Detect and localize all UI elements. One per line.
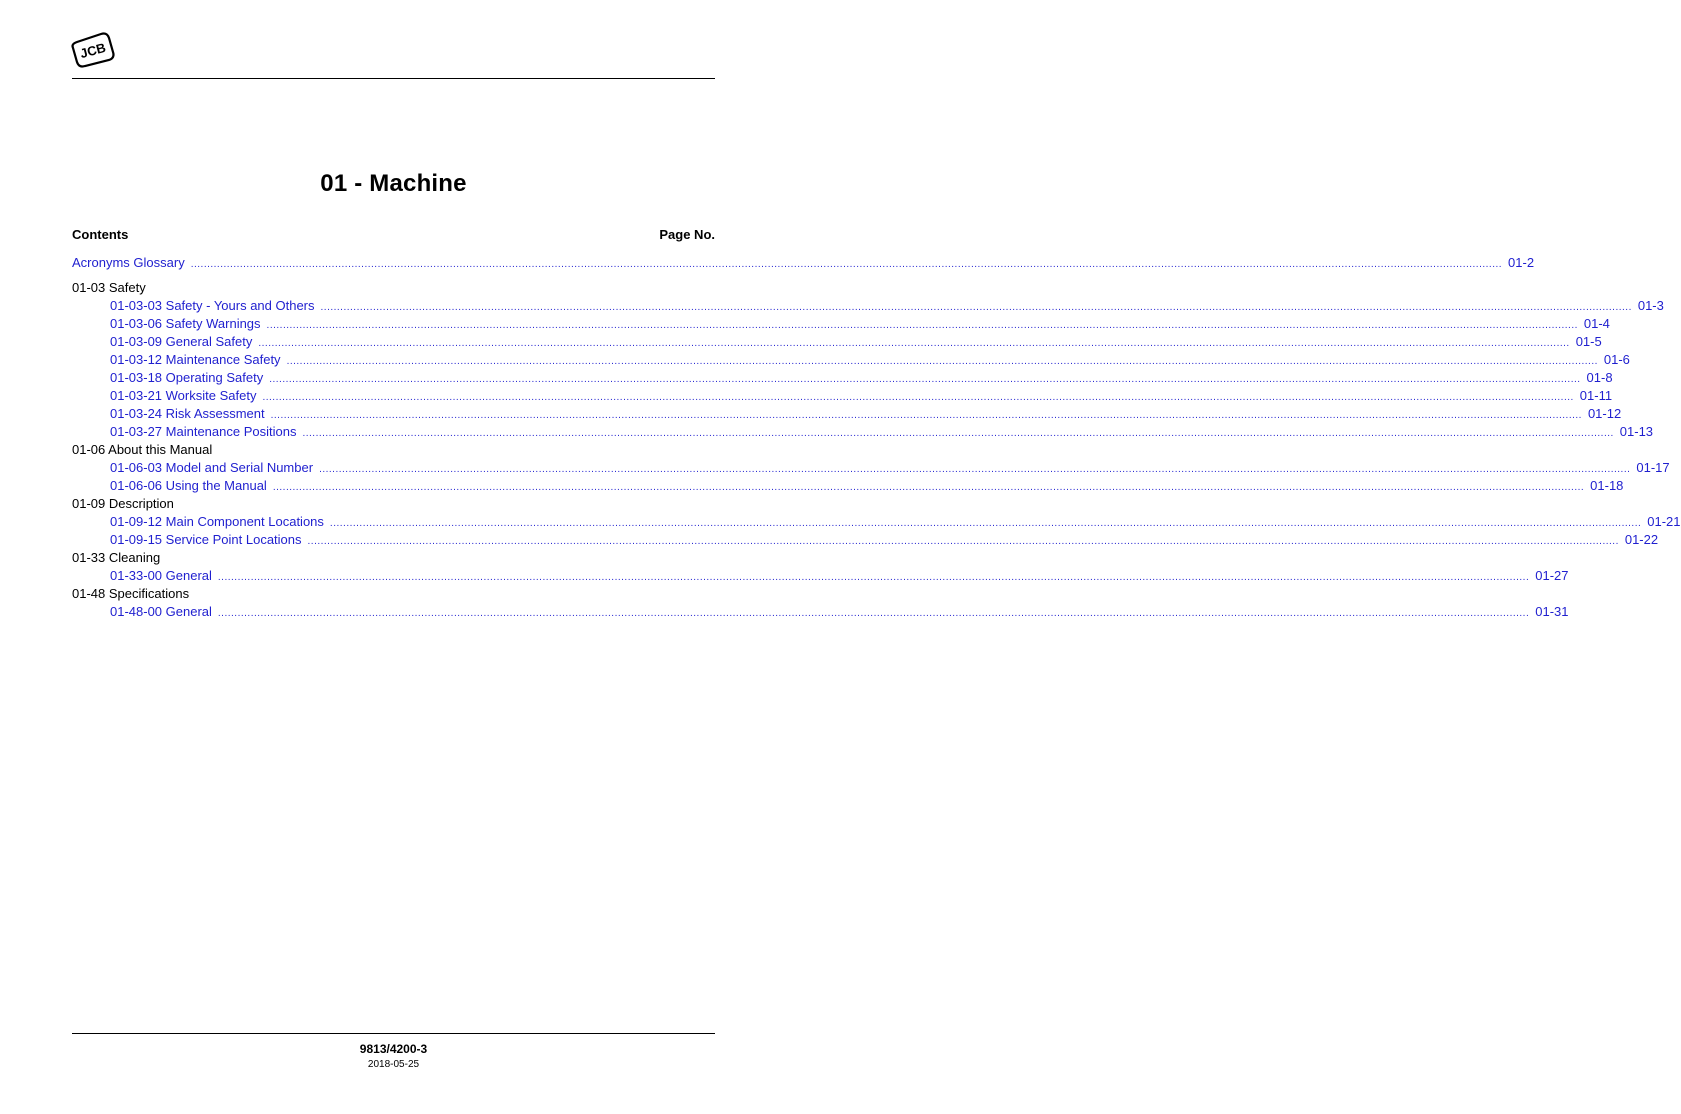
toc-entry-label: 01-33-00 General xyxy=(110,568,212,583)
page-no-label: Page No. xyxy=(659,227,715,242)
toc-entry-label: 01-03-06 Safety Warnings xyxy=(110,316,261,331)
dot-leader: ................................................................................................................................................................................................................................................................................................................................................................................................................ xyxy=(320,302,1632,313)
toc-entry-acronyms-glossary[interactable] xyxy=(72,254,1535,272)
toc-entry-label: Acronyms Glossary xyxy=(72,255,185,270)
toc-entry-label: 01-06-06 Using the Manual xyxy=(110,478,267,493)
toc-entry[interactable] xyxy=(72,297,1664,315)
toc-entry[interactable] xyxy=(72,567,1569,585)
dot-leader: ................................................................................................................................................................................................................................................................................................................................................................................................................ xyxy=(329,518,1642,529)
dot-leader: ................................................................................................................................................................................................................................................................................................................................................................................................................ xyxy=(269,374,1581,385)
toc-section-cleaning: 01-33 Cleaning xyxy=(72,550,161,565)
toc-entry[interactable] xyxy=(72,333,1602,351)
dot-leader: ................................................................................................................................................................................................................................................................................................................................................................................................................ xyxy=(307,536,1619,547)
toc-entry-page: 01-18 xyxy=(1590,478,1624,493)
dot-leader: ................................................................................................................................................................................................................................................................................................................................................................................................................ xyxy=(266,320,1578,331)
footer-rule xyxy=(72,1033,715,1034)
toc-entry[interactable] xyxy=(72,459,1670,477)
dot-leader: ................................................................................................................................................................................................................................................................................................................................................................................................................ xyxy=(270,410,1582,421)
dot-leader: ................................................................................................................................................................................................................................................................................................................................................................................................................ xyxy=(258,338,1570,349)
toc-entry-page: 01-31 xyxy=(1535,604,1569,619)
toc-entry-label: 01-03-12 Maintenance Safety xyxy=(110,352,281,367)
dot-leader: ................................................................................................................................................................................................................................................................................................................................................................................................................ xyxy=(302,428,1614,439)
dot-leader: ................................................................................................................................................................................................................................................................................................................................................................................................................ xyxy=(217,608,1530,619)
toc-entry-page: 01-2 xyxy=(1508,255,1535,270)
toc-entry-page: 01-12 xyxy=(1587,406,1622,421)
toc-entry-label: 01-03-27 Maintenance Positions xyxy=(110,424,297,439)
toc-entry-page: 01-5 xyxy=(1575,334,1602,349)
toc-entry-page: 01-27 xyxy=(1535,568,1569,583)
toc-entry[interactable] xyxy=(72,423,1654,441)
toc-section-about-manual: 01-06 About this Manual xyxy=(72,442,213,457)
toc-entry[interactable] xyxy=(72,603,1569,621)
toc-entry[interactable] xyxy=(72,477,1624,495)
dot-leader: ................................................................................................................................................................................................................................................................................................................................................................................................................ xyxy=(272,482,1585,493)
toc-entry-page: 01-11 xyxy=(1579,388,1613,403)
logo-text: JCB xyxy=(78,39,108,62)
toc-section-specifications: 01-48 Specifications xyxy=(72,586,190,601)
page-title: 01 - Machine xyxy=(320,170,467,197)
toc-entry-page: 01-17 xyxy=(1636,460,1670,475)
toc-entry-label: 01-03-09 General Safety xyxy=(110,334,253,349)
toc-entry-label: 01-03-03 Safety - Yours and Others xyxy=(110,298,315,313)
toc-entry[interactable] xyxy=(72,531,1659,549)
toc-entry-page: 01-6 xyxy=(1603,352,1630,367)
toc-entry-page: 01-3 xyxy=(1637,298,1664,313)
toc-entry-page: 01-13 xyxy=(1619,424,1654,439)
toc-entry[interactable] xyxy=(72,369,1613,387)
toc-section-description: 01-09 Description xyxy=(72,496,174,511)
toc-entry-page: 01-8 xyxy=(1586,370,1613,385)
dot-leader: ................................................................................................................................................................................................................................................................................................................................................................................................................ xyxy=(217,572,1530,583)
toc-entry-label: 01-03-18 Operating Safety xyxy=(110,370,264,385)
jcb-logo xyxy=(71,30,115,68)
toc-entry-page: 01-22 xyxy=(1624,532,1659,547)
toc-entry-label: 01-48-00 General xyxy=(110,604,212,619)
document-number: 9813/4200-3 xyxy=(359,1042,428,1056)
dot-leader: ................................................................................................................................................................................................................................................................................................................................................................................................................ xyxy=(319,464,1631,475)
toc-entry[interactable] xyxy=(72,405,1622,423)
dot-leader: ................................................................................................................................................................................................................................................................................................................................................................................................................ xyxy=(262,392,1574,403)
toc-entry-label: 01-09-12 Main Component Locations xyxy=(110,514,324,529)
toc-entry-label: 01-03-24 Risk Assessment xyxy=(110,406,265,421)
toc-section-safety: 01-03 Safety xyxy=(72,280,146,295)
toc-entry-label: 01-09-15 Service Point Locations xyxy=(110,532,302,547)
toc-entry[interactable] xyxy=(72,351,1630,369)
toc-entry-page: 01-4 xyxy=(1583,316,1610,331)
header-rule xyxy=(72,78,715,79)
table-of-contents xyxy=(72,254,1681,621)
toc-entry[interactable] xyxy=(72,387,1613,405)
toc-entry[interactable] xyxy=(72,315,1610,333)
contents-label: Contents xyxy=(72,227,129,242)
dot-leader: ................................................................................................................................................................................................................................................................................................................................................................................................................ xyxy=(286,356,1598,367)
dot-leader: ................................................................................................................................................................................................................................................................................................................................................................................................................ xyxy=(190,259,1503,270)
document-date: 2018-05-25 xyxy=(367,1059,420,1070)
toc-entry[interactable] xyxy=(72,513,1681,531)
toc-entry-label: 01-06-03 Model and Serial Number xyxy=(110,460,314,475)
toc-entry-page: 01-21 xyxy=(1647,514,1681,529)
toc-entry-label: 01-03-21 Worksite Safety xyxy=(110,388,257,403)
